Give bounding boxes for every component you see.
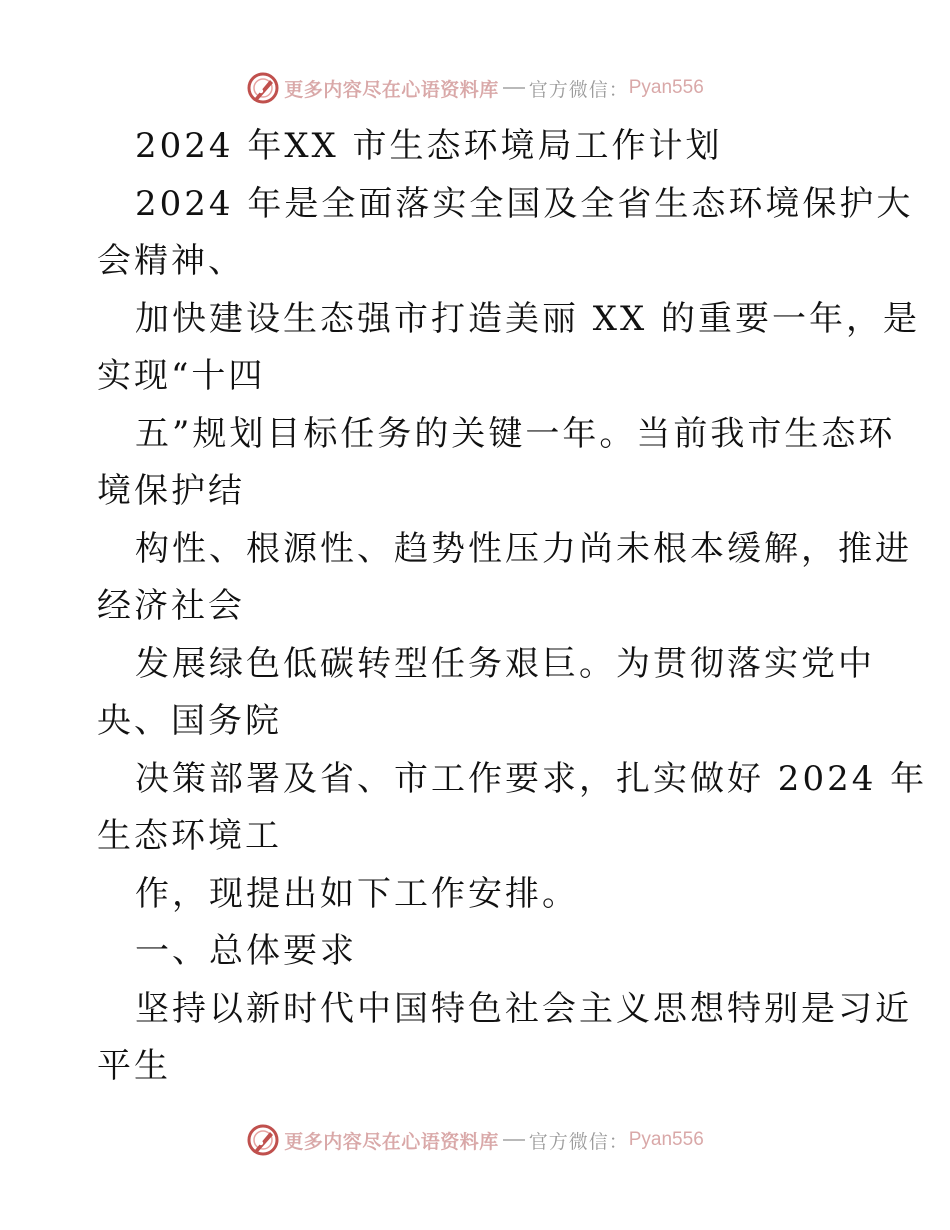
footer-wechat-label: 官方微信： bbox=[528, 1130, 629, 1153]
paragraph-line: 发展绿色低碳转型任务艰巨。为贯彻落实党中 bbox=[135, 643, 875, 684]
footer-slogan: 更多内容尽在心语资料库 bbox=[284, 1130, 499, 1153]
section-heading: 一、总体要求 bbox=[135, 931, 357, 971]
paragraph-line: 境保护结 bbox=[97, 471, 245, 511]
paragraph-line: 平生 bbox=[97, 1046, 171, 1086]
header-banner bbox=[0, 68, 950, 108]
paragraph-line: 作，现提出如下工作安排。 bbox=[135, 873, 579, 914]
paragraph-line: 五”规划目标任务的关键一年。当前我市生态环 bbox=[135, 413, 896, 454]
header-wechat-label: 官方微信： bbox=[528, 78, 629, 101]
paragraph-line: 实现“十四 bbox=[97, 356, 266, 396]
footer-banner bbox=[0, 1120, 950, 1160]
paragraph-line: 2024 年是全面落实全国及全省生态环境保护大 bbox=[135, 183, 914, 224]
document-title: 2024 年XX 市生态环境局工作计划 bbox=[135, 126, 723, 166]
paragraph-line: 央、国务院 bbox=[97, 701, 282, 741]
footer-divider bbox=[503, 1139, 525, 1141]
header-divider bbox=[503, 87, 525, 89]
footer-wechat-id: Pyan556 bbox=[628, 1129, 704, 1150]
pen-logo-icon bbox=[246, 1123, 280, 1157]
paragraph-line: 构性、根源性、趋势性压力尚未根本缓解，推进 bbox=[135, 528, 912, 569]
paragraph-line: 坚持以新时代中国特色社会主义思想特别是习近 bbox=[135, 988, 912, 1029]
pen-logo-icon bbox=[246, 71, 280, 105]
header-wechat-id: Pyan556 bbox=[628, 77, 704, 98]
paragraph-line: 加快建设生态强市打造美丽 XX 的重要一年，是 bbox=[135, 298, 921, 339]
paragraph-line: 生态环境工 bbox=[97, 816, 282, 856]
document-body bbox=[97, 118, 928, 1096]
paragraph-line: 会精神、 bbox=[97, 241, 245, 281]
paragraph-line: 经济社会 bbox=[97, 586, 245, 626]
paragraph-line: 决策部署及省、市工作要求，扎实做好 2024 年 bbox=[135, 758, 928, 799]
header-slogan: 更多内容尽在心语资料库 bbox=[284, 78, 499, 101]
